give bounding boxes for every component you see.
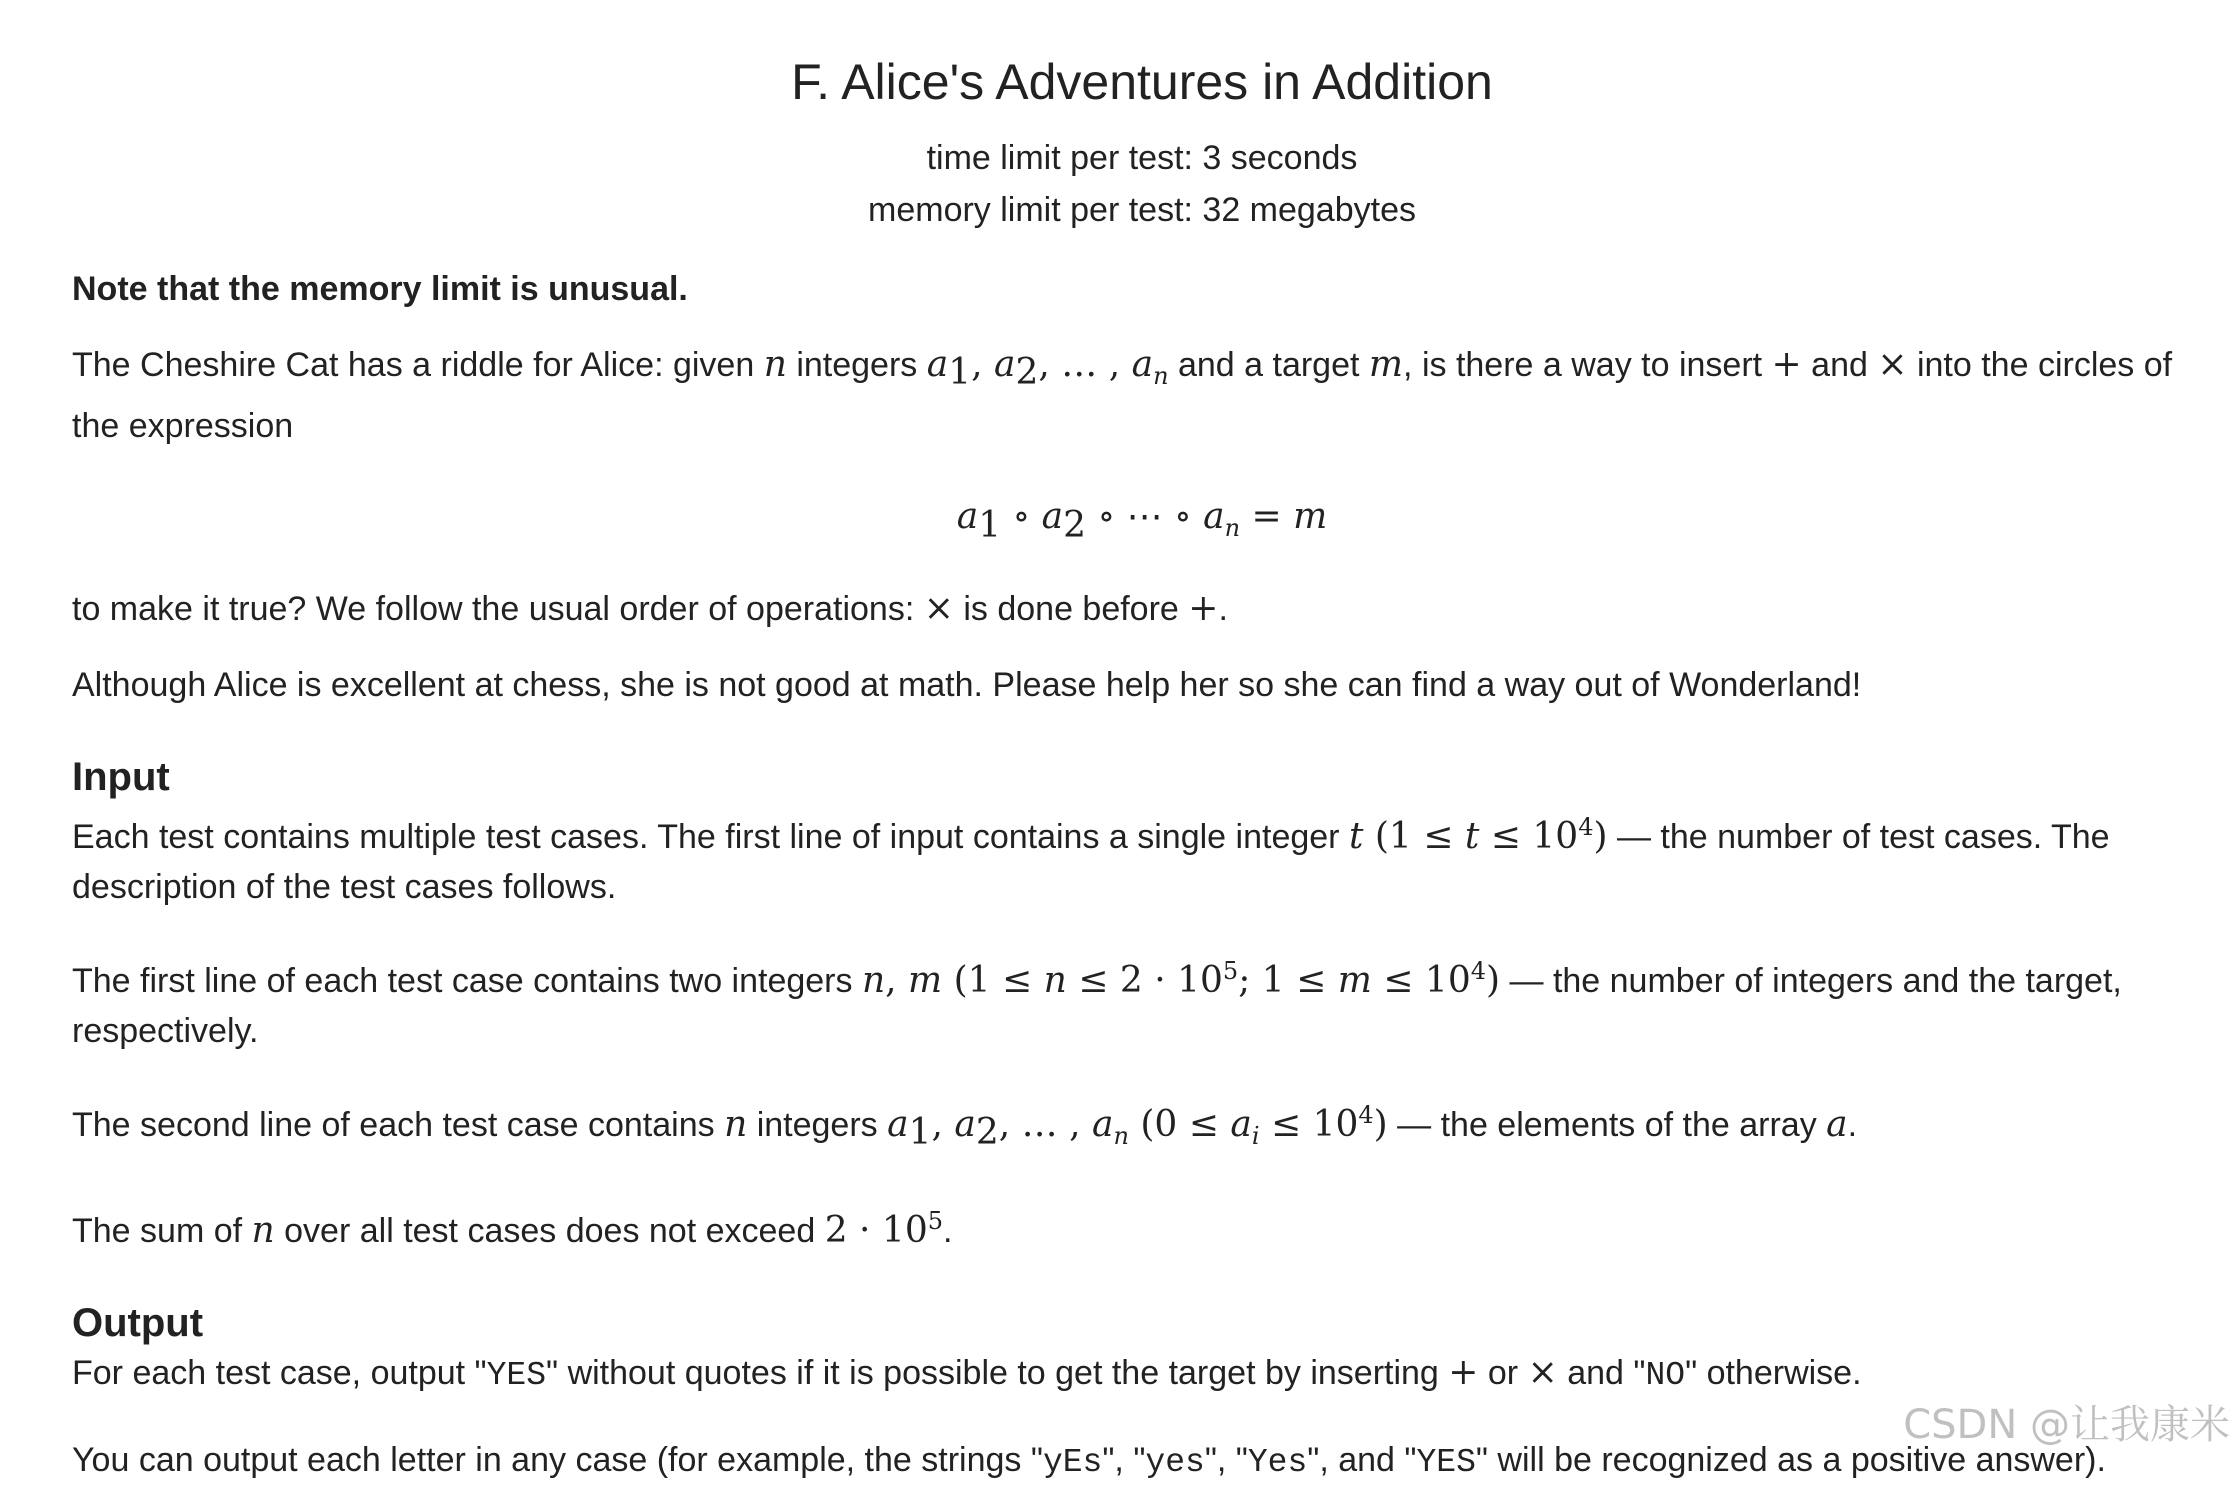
input-heading: Input	[72, 755, 170, 800]
statement-paragraph-2: to make it true? We follow the usual order of operations: × is done before +.	[72, 588, 1228, 630]
csdn-watermark: CSDN @让我康米	[1903, 1402, 2230, 1448]
problem-statement	[72, 0, 2222, 1488]
output-paragraph-1: For each test case, output "YES" without quotes if it is possible to get the target by inserting + or × and "NO" otherwise.	[72, 1351, 1862, 1394]
input-paragraph-2: The first line of each test case contains two integers n, m ($1 \le n \le 2 \cdot 10^5$; $1 \le m \le 10^4$) — the number of integers and the target, respectively.	[72, 957, 2122, 1051]
statement-paragraph-1: The Cheshire Cat has a riddle for Alice: given n integers $a_1$, $a_2$, … , $a_n$ and a target m, is there a way to insert + and × into the circles of the expression	[72, 344, 2173, 446]
expression-display: $a_1$ ∘ $a_2$ ∘ ⋯ ∘ $a_n = m$	[956, 496, 1328, 547]
input-paragraph-1: Each test contains multiple test cases. The first line of input contains a single integer t $(1 \le t \le 10^4)$ — the number of test cases. The description of the test cases follows.	[72, 813, 2110, 907]
problem-title: F. Alice's Adventures in Addition	[791, 54, 1493, 110]
statement-paragraph-3: Although Alice is excellent at chess, she is not good at math. Please help her so she can find a way out of Wonderland!	[72, 666, 1862, 705]
problem-header	[72, 52, 2212, 236]
output-paragraph-2: You can output each letter in any case (for example, the strings "yEs", "yes", "Yes", and "YES" will be recognized as a positive answer).	[72, 1440, 2106, 1481]
input-paragraph-3: The second line of each test case contains n integers $a_1$, $a_2$, … , $a_n$ $(0 \le a_i \le 10^4)$ — the elements of the array a.	[72, 1101, 1858, 1154]
output-heading: Output	[72, 1300, 204, 1345]
time-limit: time limit per test: 3 seconds	[926, 139, 1358, 177]
input-paragraph-4: The sum of n over all test cases does not exceed $2 \cdot 10^5$.	[72, 1206, 953, 1251]
memory-note: Note that the memory limit is unusual.	[72, 270, 688, 308]
memory-limit: memory limit per test: 32 megabytes	[868, 191, 1416, 229]
